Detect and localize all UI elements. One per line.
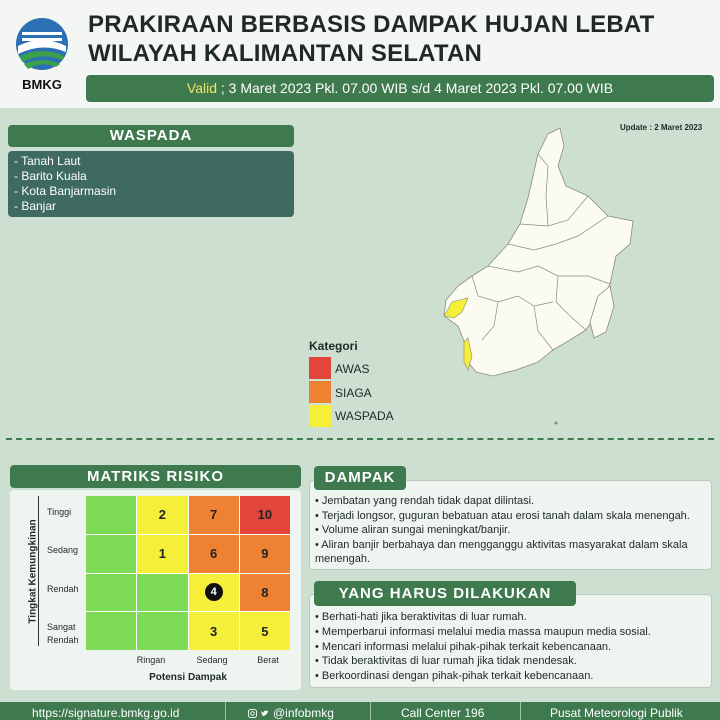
matrix-cell: 2 <box>137 496 187 534</box>
valid-label: Valid <box>186 80 217 96</box>
page-title <box>88 10 655 68</box>
matrix-cell <box>86 612 136 650</box>
social-handle[interactable]: @infobmkg <box>273 706 334 720</box>
actions-heading: YANG HARUS DILAKUKAN <box>314 581 576 606</box>
map-mainland <box>444 128 633 376</box>
list-item: • Mencari informasi melalui pihak-pihak terkait kebencanaan. <box>315 640 612 653</box>
matrix-cell: 10 <box>240 496 290 534</box>
list-item: - Banjar <box>14 199 57 213</box>
legend-label-siaga: SIAGA <box>335 386 372 400</box>
footer <box>0 702 720 720</box>
matrix-cell: 1 <box>137 535 187 573</box>
matrix-cell <box>86 535 136 573</box>
matrix-cell: 7 <box>189 496 239 534</box>
list-item: • Memperbarui informasi melalui media massa maupun media sosial. <box>315 625 651 638</box>
header <box>0 0 720 108</box>
list-item: • Tidak beraktivitas di luar rumah jika tidak mendesak. <box>315 655 577 668</box>
footer-divider <box>520 702 521 720</box>
valid-period-bar <box>86 75 714 102</box>
row-label-sedang: Sedang <box>47 545 79 555</box>
list-item: - Kota Banjarmasin <box>14 184 117 198</box>
instagram-icon[interactable] <box>248 707 257 720</box>
matrix-cell <box>137 612 187 650</box>
list-item: • Volume aliran sungai meningkat/banjir. <box>315 524 511 536</box>
matrix-x-title: Potensi Dampak <box>149 672 227 683</box>
legend-title: Kategori <box>309 339 358 353</box>
small-island <box>555 422 558 425</box>
legend-label-awas: AWAS <box>335 362 370 376</box>
matrix-heading: MATRIKS RISIKO <box>10 465 301 488</box>
matrix-cell: 5 <box>240 612 290 650</box>
call-center: Call Center 196 <box>401 706 485 720</box>
highlight-marker: 4 <box>205 583 223 601</box>
actions-list <box>315 610 707 684</box>
legend-label-waspada: WASPADA <box>335 409 394 423</box>
risk-matrix-grid <box>86 496 290 650</box>
col-label-sedang: Sedang <box>196 655 228 665</box>
footer-divider <box>225 702 226 720</box>
waspada-heading: WASPADA <box>8 125 294 147</box>
bmkg-logo-icon <box>12 16 72 76</box>
valid-period-text: ; 3 Maret 2023 Pkl. 07.00 WIB s/d 4 Maret 2023 Pkl. 07.00 WIB <box>217 80 614 96</box>
legend-swatch-siaga <box>309 381 331 403</box>
list-item: • Berkoordinasi dengan pihak-pihak terkait kebencanaan. <box>315 670 594 683</box>
legend-swatch-awas <box>309 357 331 379</box>
matrix-cell: 6 <box>189 535 239 573</box>
col-label-ringan: Ringan <box>136 655 166 665</box>
legend-swatch-waspada <box>309 405 331 427</box>
matrix-cell <box>137 574 187 612</box>
website-link[interactable]: https://signature.bmkg.go.id <box>32 706 180 720</box>
title-line-1: PRAKIRAAN BERBASIS DAMPAK HUJAN LEBAT <box>88 11 655 38</box>
row-label-rendah: Rendah <box>47 584 79 594</box>
update-date: Update : 2 Maret 2023 <box>620 123 703 132</box>
section-divider <box>6 438 714 440</box>
dampak-heading: DAMPAK <box>314 466 406 490</box>
organization-name: Pusat Meteorologi Publik <box>550 706 683 720</box>
list-item: • Terjadi longsor, guguran bebatuan atau erosi tanah dalam skala menengah. <box>315 509 690 522</box>
list-item: - Barito Kuala <box>14 169 87 183</box>
waspada-region-list <box>8 151 294 217</box>
title-line-2: WILAYAH KALIMANTAN SELATAN <box>88 40 483 67</box>
row-label-sangat-rendah: Sangat Rendah <box>47 622 79 645</box>
kalsel-map <box>438 126 638 431</box>
matrix-cell <box>86 496 136 534</box>
dampak-list <box>315 494 707 567</box>
list-item: • Aliran banjir berbahaya dan mengganggu aktivitas masyarakat dalam skala menengah. <box>315 538 688 565</box>
matrix-y-title: Tingkat Kemungkinan <box>27 519 39 624</box>
row-label-tinggi: Tinggi <box>47 507 72 517</box>
matrix-cell: 9 <box>240 535 290 573</box>
twitter-icon[interactable] <box>260 707 269 720</box>
matrix-cell <box>86 574 136 612</box>
logo-text: BMKG <box>22 77 62 92</box>
footer-divider <box>370 702 371 720</box>
matrix-cell-highlighted <box>189 574 239 612</box>
matrix-y-axis <box>38 496 39 646</box>
matrix-cell: 8 <box>240 574 290 612</box>
matrix-cell: 3 <box>189 612 239 650</box>
list-item: • Berhati-hati jika beraktivitas di luar rumah. <box>315 611 527 623</box>
list-item: - Tanah Laut <box>14 154 81 168</box>
bmkg-logo <box>12 16 72 96</box>
list-item: • Jembatan yang rendah tidak dapat dilintasi. <box>315 495 535 507</box>
col-label-berat: Berat <box>257 655 279 665</box>
